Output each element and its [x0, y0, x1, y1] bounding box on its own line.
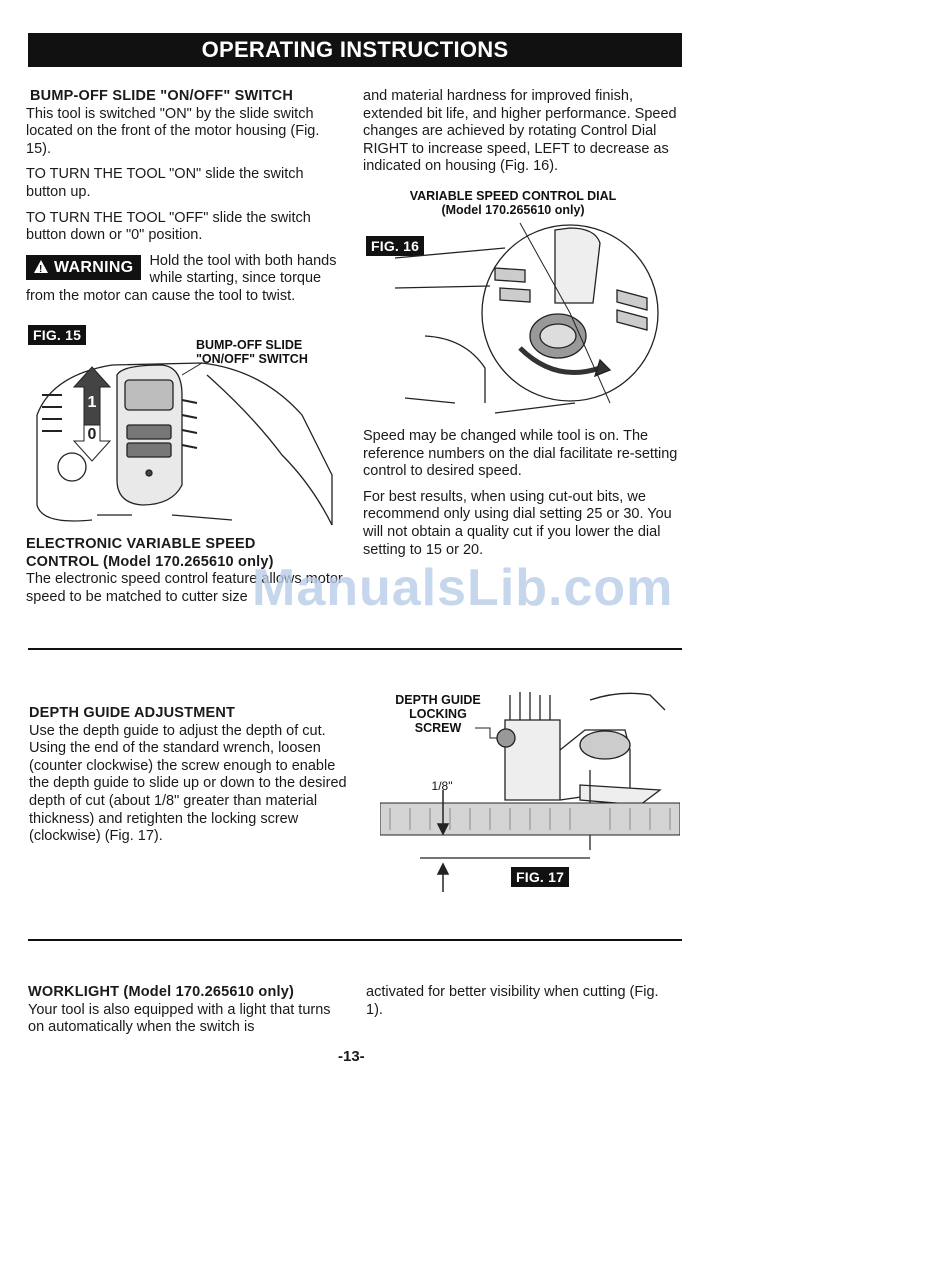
fig15-badge: FIG. 15	[28, 325, 86, 345]
page-header: OPERATING INSTRUCTIONS	[28, 33, 682, 67]
page-number: -13-	[338, 1048, 365, 1065]
depth-p1: Use the depth guide to adjust the depth of cut. Using the end of the standard wrench, loosen (counter clockwise) the screw enough to enable the depth guide to slide up or down to the desired depth of cut (about 1/8" greater than material thickness) and retighten the locking screw (clockwise) (Fig. 17).	[29, 722, 347, 845]
bump-off-p2: TO TURN THE TOOL "ON" slide the switch button up.	[26, 166, 304, 200]
depth-section	[29, 705, 347, 854]
warning-block	[26, 253, 344, 306]
worklight-section-right	[366, 984, 676, 1027]
bump-off-p3: TO TURN THE TOOL "OFF" slide the switch button down or "0" position.	[26, 209, 311, 244]
fig17-badge: FIG. 17	[511, 867, 569, 887]
svg-text:1: 1	[87, 394, 97, 411]
warning-badge: !WARNING	[26, 255, 141, 281]
switch-arrow-icon	[74, 367, 110, 461]
svg-text:1/8": 1/8"	[431, 779, 453, 793]
worklight-p1-cont: activated for better visibility when cutting (Fig. 1).	[366, 984, 659, 1018]
fig16-title: VARIABLE SPEED CONTROL DIAL (Model 170.265610 only)	[409, 189, 617, 217]
fig15-label: BUMP-OFF SLIDE "ON/OFF" SWITCH	[196, 338, 308, 366]
worklight-p1: Your tool is also equipped with a light that turns on automatically when the switch is	[28, 1001, 331, 1036]
bump-off-section	[26, 88, 344, 306]
fig16-badge: FIG. 16	[366, 236, 424, 256]
speed-p1-cont: and material hardness for improved finish, extended bit life, and higher performance. Speed changes are achieved by rotating Control Dial RIGHT to increase speed, LEFT to decrease as indicated on housing (Fig. 16).	[363, 88, 677, 175]
watermark: ManualsLib.com	[252, 559, 674, 617]
warning-triangle-icon	[34, 260, 48, 273]
speed-section-right-2	[363, 428, 681, 567]
divider-2	[28, 939, 682, 941]
speed-heading: ELECTRONIC VARIABLE SPEED CONTROL (Model 170.265610 only)	[26, 536, 274, 570]
divider-1	[28, 648, 682, 650]
worklight-section	[28, 984, 338, 1045]
worklight-heading: WORKLIGHT (Model 170.265610 only)	[28, 984, 295, 1000]
bump-off-p1: This tool is switched "ON" by the slide switch located on the front of the motor housing (Fig. 15).	[26, 105, 320, 157]
svg-text:0: 0	[87, 426, 97, 443]
depth-heading: DEPTH GUIDE ADJUSTMENT	[29, 705, 236, 721]
speed-p3: For best results, when using cut-out bits, we recommend only using dial setting 25 or 30. You will not obtain a quality cut if you lower the dial setting to 15 or 20.	[363, 488, 672, 558]
speed-p1: The electronic speed control feature allows motor speed to be matched to cutter size	[26, 571, 343, 605]
warning-text: Hold the tool with both hands while starting, since torque from the motor can cause the tool to twist.	[26, 252, 337, 304]
fig17-illustration	[380, 690, 680, 895]
speed-p2: Speed may be changed while tool is on. The reference numbers on the dial facilitate re-setting control to desired speed.	[363, 428, 678, 480]
speed-section-right	[363, 88, 681, 184]
fig15-illustration	[32, 355, 352, 535]
fig17-label: DEPTH GUIDE LOCKING SCREW	[395, 693, 481, 735]
bump-off-heading: BUMP-OFF SLIDE "ON/OFF" SWITCH	[30, 88, 294, 104]
fig16-illustration	[395, 218, 695, 418]
